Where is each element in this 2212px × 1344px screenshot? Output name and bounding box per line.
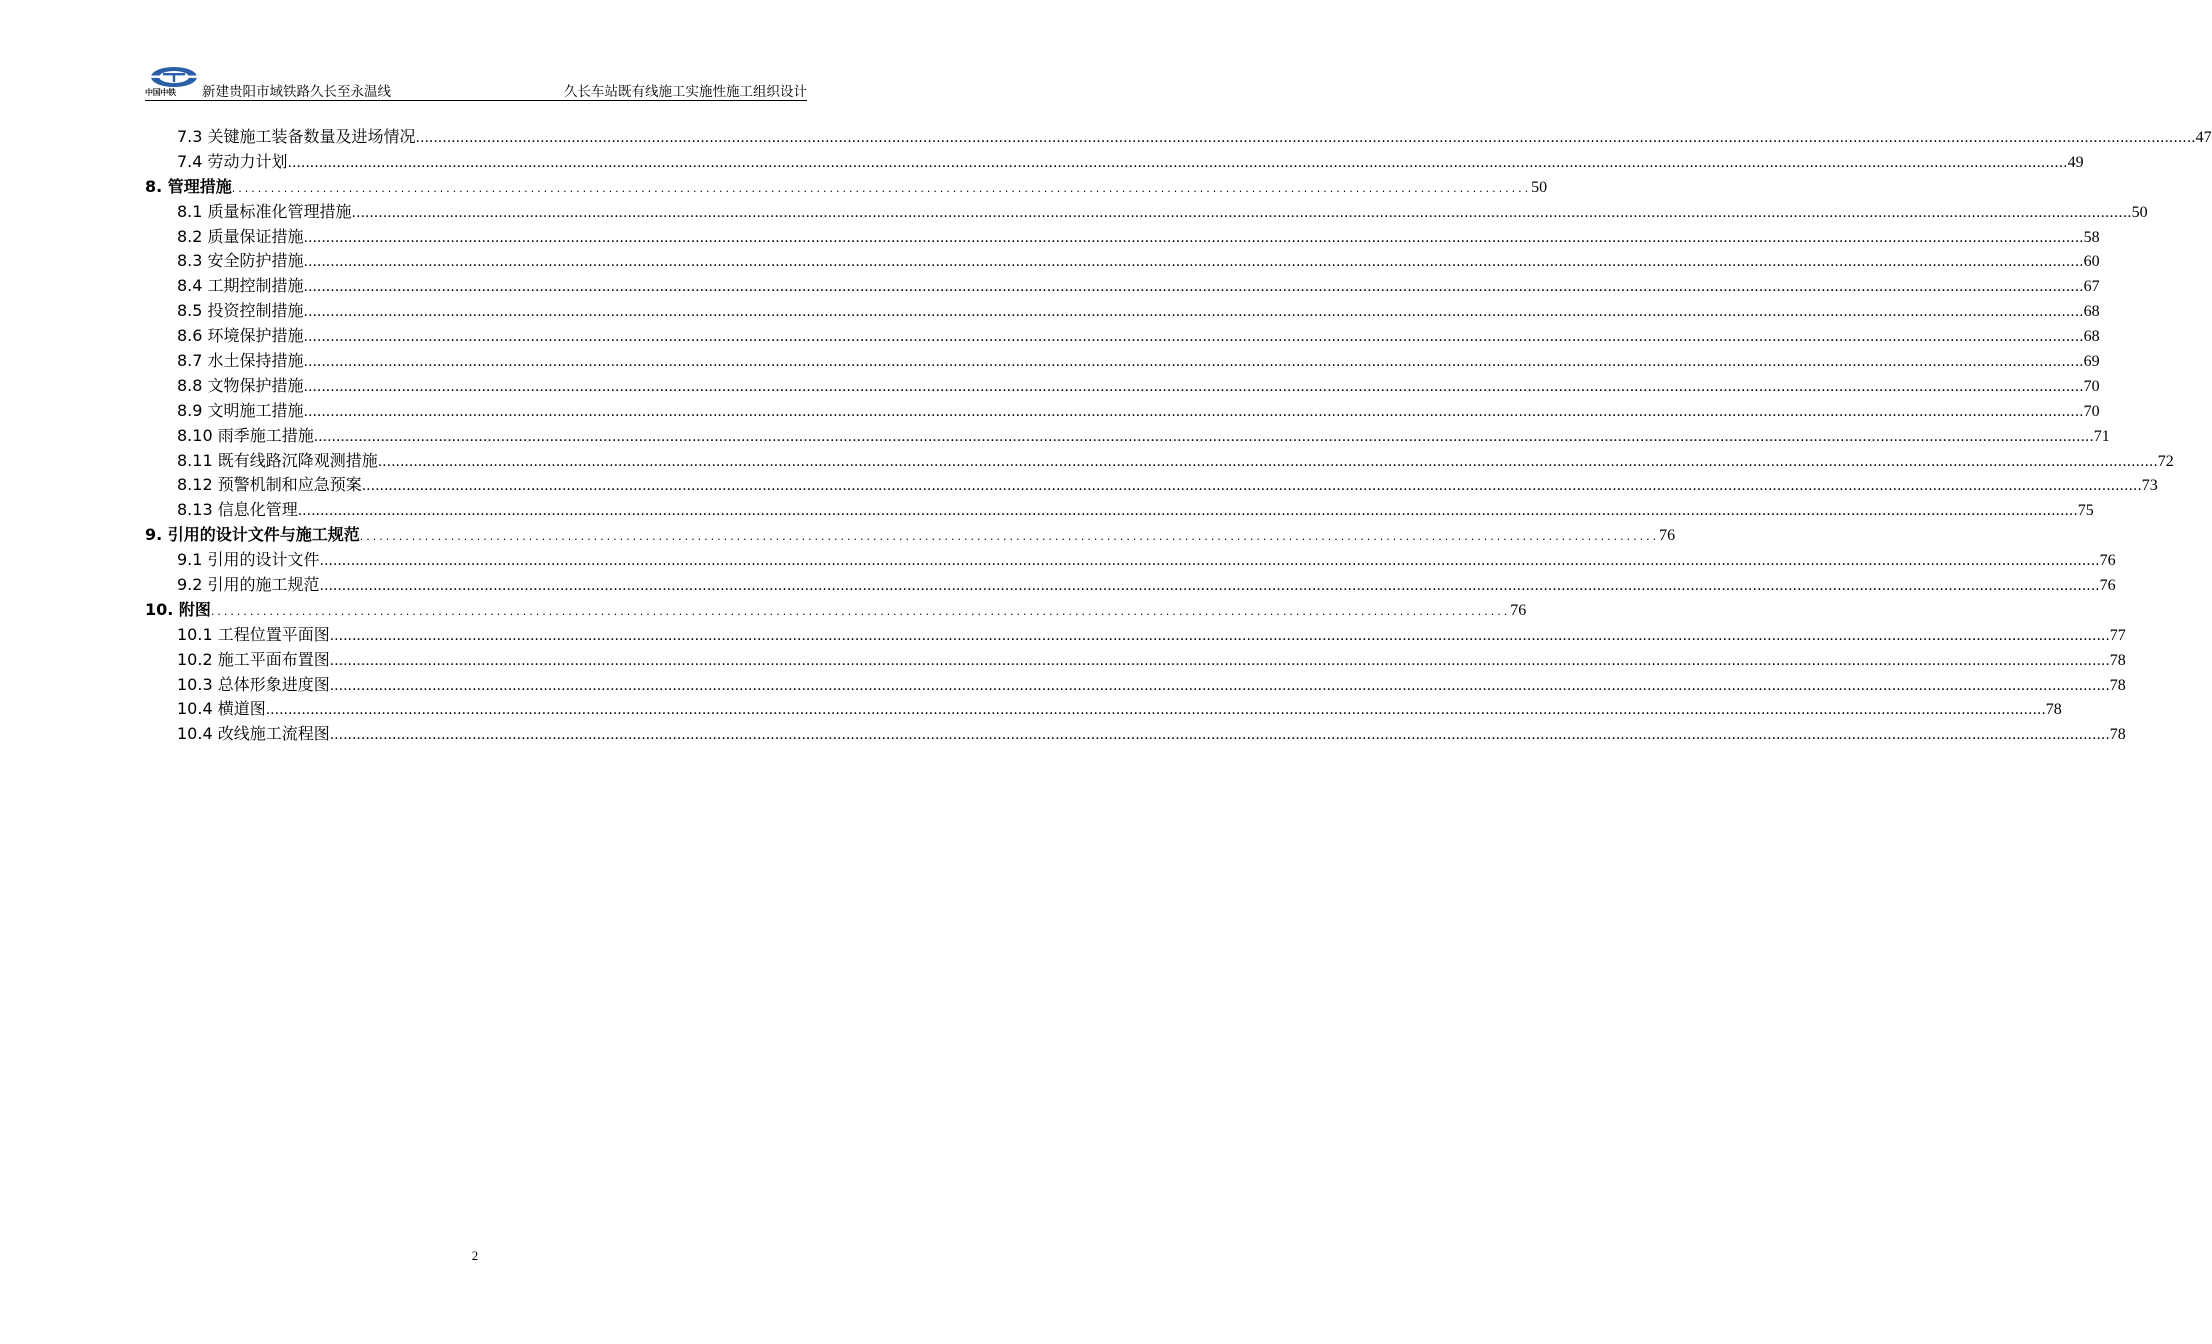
toc-section-entry[interactable] (145, 150, 2084, 175)
toc-entry-label: 8.9 文明施工措施 (177, 400, 304, 420)
toc-section-entry[interactable] (145, 349, 2100, 374)
toc-section-entry[interactable] (145, 324, 2100, 349)
toc-entry-label: 8.4 工期控制措施 (177, 276, 304, 296)
toc-dot-leader: ........................................................................................................................................................................................................ (359, 530, 1660, 544)
toc-dot-leader: ................................................................................................................................................................................................................................................................................................................................................................................................................ (313, 428, 2094, 445)
toc-dot-leader: ................................................................................................................................................................................................................................................................................................................................................................................................................ (303, 403, 2084, 420)
toc-entry-label: 8.1 质量标准化管理措施 (177, 201, 352, 221)
toc-entry-label: 9.1 引用的设计文件 (177, 550, 320, 570)
page-number: 2 (471, 1248, 479, 1263)
toc-entry-label: 8.6 环境保护措施 (177, 326, 304, 346)
toc-entry-page: 76 (2099, 552, 2116, 570)
toc-section-entry[interactable] (145, 673, 2126, 698)
toc-chapter-entry[interactable] (145, 523, 1676, 548)
toc-entry-page: 78 (2109, 726, 2126, 744)
toc-section-entry[interactable] (145, 274, 2100, 299)
toc-dot-leader: ................................................................................................................................................................................................................................................................................................................................................................................................................ (319, 553, 2100, 570)
table-of-contents (145, 125, 2212, 747)
toc-section-entry[interactable] (145, 374, 2100, 399)
toc-dot-leader: ................................................................................................................................................................................................................................................................................................................................................................................................................ (329, 627, 2110, 644)
toc-entry-page: 60 (2083, 253, 2100, 271)
toc-dot-leader: ................................................................................................................................................................................................................................................................................................................................................................................................................ (351, 204, 2132, 221)
toc-section-entry[interactable] (145, 722, 2126, 747)
toc-entry-page: 78 (2109, 651, 2126, 669)
crec-logo-icon (149, 66, 199, 88)
toc-entry-label: 10.4 横道图 (177, 699, 266, 719)
toc-dot-leader: ................................................................................................................................................................................................................................................................................................................................................................................................................ (303, 378, 2084, 395)
toc-section-entry[interactable] (145, 449, 2174, 474)
toc-dot-leader: ................................................................................................................................................................................................................................................................................................................................................................................................................ (303, 304, 2084, 321)
toc-entry-label: 8.12 预警机制和应急预案 (177, 475, 362, 495)
toc-section-entry[interactable] (145, 573, 2116, 598)
toc-dot-leader: ................................................................................................................................................................................................................................................................................................................................................................................................................ (303, 279, 2084, 296)
toc-dot-leader: ................................................................................................................................................................................................................................................................................................................................................................................................................ (329, 727, 2110, 744)
logo-text: 中国中铁 (145, 88, 176, 97)
toc-section-entry[interactable] (145, 623, 2126, 648)
toc-section-entry[interactable] (145, 125, 2212, 150)
toc-entry-label: 8.3 安全防护措施 (177, 251, 304, 271)
toc-section-entry[interactable] (145, 648, 2126, 673)
toc-entry-page: 72 (2157, 452, 2174, 470)
toc-dot-leader: ................................................................................................................................................................................................................................................................................................................................................................................................................ (303, 329, 2084, 346)
page-header (145, 62, 807, 100)
toc-entry-page: 78 (2045, 701, 2062, 719)
toc-section-entry[interactable] (145, 225, 2100, 250)
toc-dot-leader: ................................................................................................................................................................................................................................................................................................................................................................................................................ (303, 254, 2084, 271)
toc-entry-page: 70 (2083, 402, 2100, 420)
toc-entry-label: 8.7 水土保持措施 (177, 351, 304, 371)
toc-entry-page: 58 (2083, 228, 2100, 246)
toc-entry-page: 50 (1531, 178, 1548, 196)
toc-entry-page: 50 (2131, 203, 2148, 221)
header-project-title: 新建贵阳市域铁路久长至永温线 (202, 84, 391, 100)
toc-dot-leader: ................................................................................................................................................................................................................................................................................................................................................................................................................ (303, 229, 2084, 246)
toc-dot-leader: ................................................................................................................................................................................................................................................................................................................................................................................................................ (319, 578, 2100, 595)
toc-entry-page: 69 (2083, 353, 2100, 371)
toc-dot-leader: ................................................................................................................................................................................................................................................................................................................................................................................................................ (297, 503, 2078, 520)
toc-entry-page: 49 (2067, 153, 2084, 171)
toc-entry-page: 71 (2093, 427, 2110, 445)
toc-entry-label: 7.3 关键施工装备数量及进场情况 (177, 127, 416, 146)
toc-section-entry[interactable] (145, 424, 2110, 449)
toc-entry-label: 8.11 既有线路沉降观测措施 (177, 450, 378, 470)
toc-entry-label: 8.10 雨季施工措施 (177, 425, 314, 445)
toc-dot-leader: ................................................................................................................................................................................................................................................................................................................................................................................................................ (329, 677, 2110, 694)
toc-dot-leader: ................................................................................................................................................................................................................................................................................................................................................................................................................ (361, 478, 2142, 495)
toc-dot-leader: ................................................................................................................................................................................................................................................................................................................................................................................................................ (303, 354, 2084, 371)
toc-dot-leader: ........................................................................................................................................................................................................ (210, 604, 1511, 618)
toc-entry-label: 8.5 投资控制措施 (177, 301, 304, 321)
toc-section-entry[interactable] (145, 200, 2148, 225)
toc-section-entry[interactable] (145, 473, 2158, 498)
toc-section-entry[interactable] (145, 697, 2062, 722)
toc-entry-label: 10. 附图 (145, 599, 211, 619)
toc-entry-page: 68 (2083, 328, 2100, 346)
toc-entry-label: 10.4 改线施工流程图 (177, 724, 330, 744)
toc-entry-page: 78 (2109, 676, 2126, 694)
toc-dot-leader: ................................................................................................................................................................................................................................................................................................................................................................................................................ (265, 702, 2046, 719)
toc-entry-label: 10.3 总体形象进度图 (177, 674, 330, 694)
toc-entry-page: 73 (2141, 477, 2158, 495)
toc-section-entry[interactable] (145, 498, 2094, 523)
toc-entry-label: 7.4 劳动力计划 (177, 151, 288, 171)
toc-entry-label: 8. 管理措施 (145, 176, 232, 196)
toc-entry-page: 76 (1659, 527, 1676, 545)
toc-dot-leader: ................................................................................................................................................................................................................................................................................................................................................................................................................ (287, 154, 2068, 171)
toc-dot-leader: ................................................................................................................................................................................................................................................................................................................................................................................................................ (415, 130, 2196, 146)
toc-entry-label: 9. 引用的设计文件与施工规范 (145, 525, 360, 545)
header-document-title: 久长车站既有线施工实施性施工组织设计 (564, 84, 807, 100)
toc-entry-label: 8.8 文物保护措施 (177, 375, 304, 395)
toc-entry-page: 76 (1510, 601, 1527, 619)
toc-entry-label: 10.2 施工平面布置图 (177, 649, 330, 669)
toc-dot-leader: ........................................................................................................................................................................................................ (231, 181, 1532, 195)
toc-entry-label: 8.13 信息化管理 (177, 500, 298, 520)
toc-dot-leader: ................................................................................................................................................................................................................................................................................................................................................................................................................ (377, 453, 2158, 470)
toc-entry-label: 8.2 质量保证措施 (177, 226, 304, 246)
toc-entry-page: 67 (2083, 278, 2100, 296)
toc-entry-label: 10.1 工程位置平面图 (177, 624, 330, 644)
toc-chapter-entry[interactable] (145, 175, 1548, 200)
toc-entry-label: 9.2 引用的施工规范 (177, 575, 320, 595)
toc-entry-page: 68 (2083, 303, 2100, 321)
toc-entry-page: 47 (2195, 129, 2212, 146)
toc-entry-page: 77 (2109, 626, 2126, 644)
header-divider (145, 100, 807, 101)
toc-chapter-entry[interactable] (145, 598, 1527, 623)
toc-entry-page: 75 (2077, 502, 2094, 520)
toc-section-entry[interactable] (145, 299, 2100, 324)
toc-section-entry[interactable] (145, 548, 2116, 573)
toc-dot-leader: ................................................................................................................................................................................................................................................................................................................................................................................................................ (329, 652, 2110, 669)
toc-section-entry[interactable] (145, 249, 2100, 274)
toc-section-entry[interactable] (145, 399, 2100, 424)
toc-entry-page: 76 (2099, 577, 2116, 595)
toc-entry-page: 70 (2083, 377, 2100, 395)
